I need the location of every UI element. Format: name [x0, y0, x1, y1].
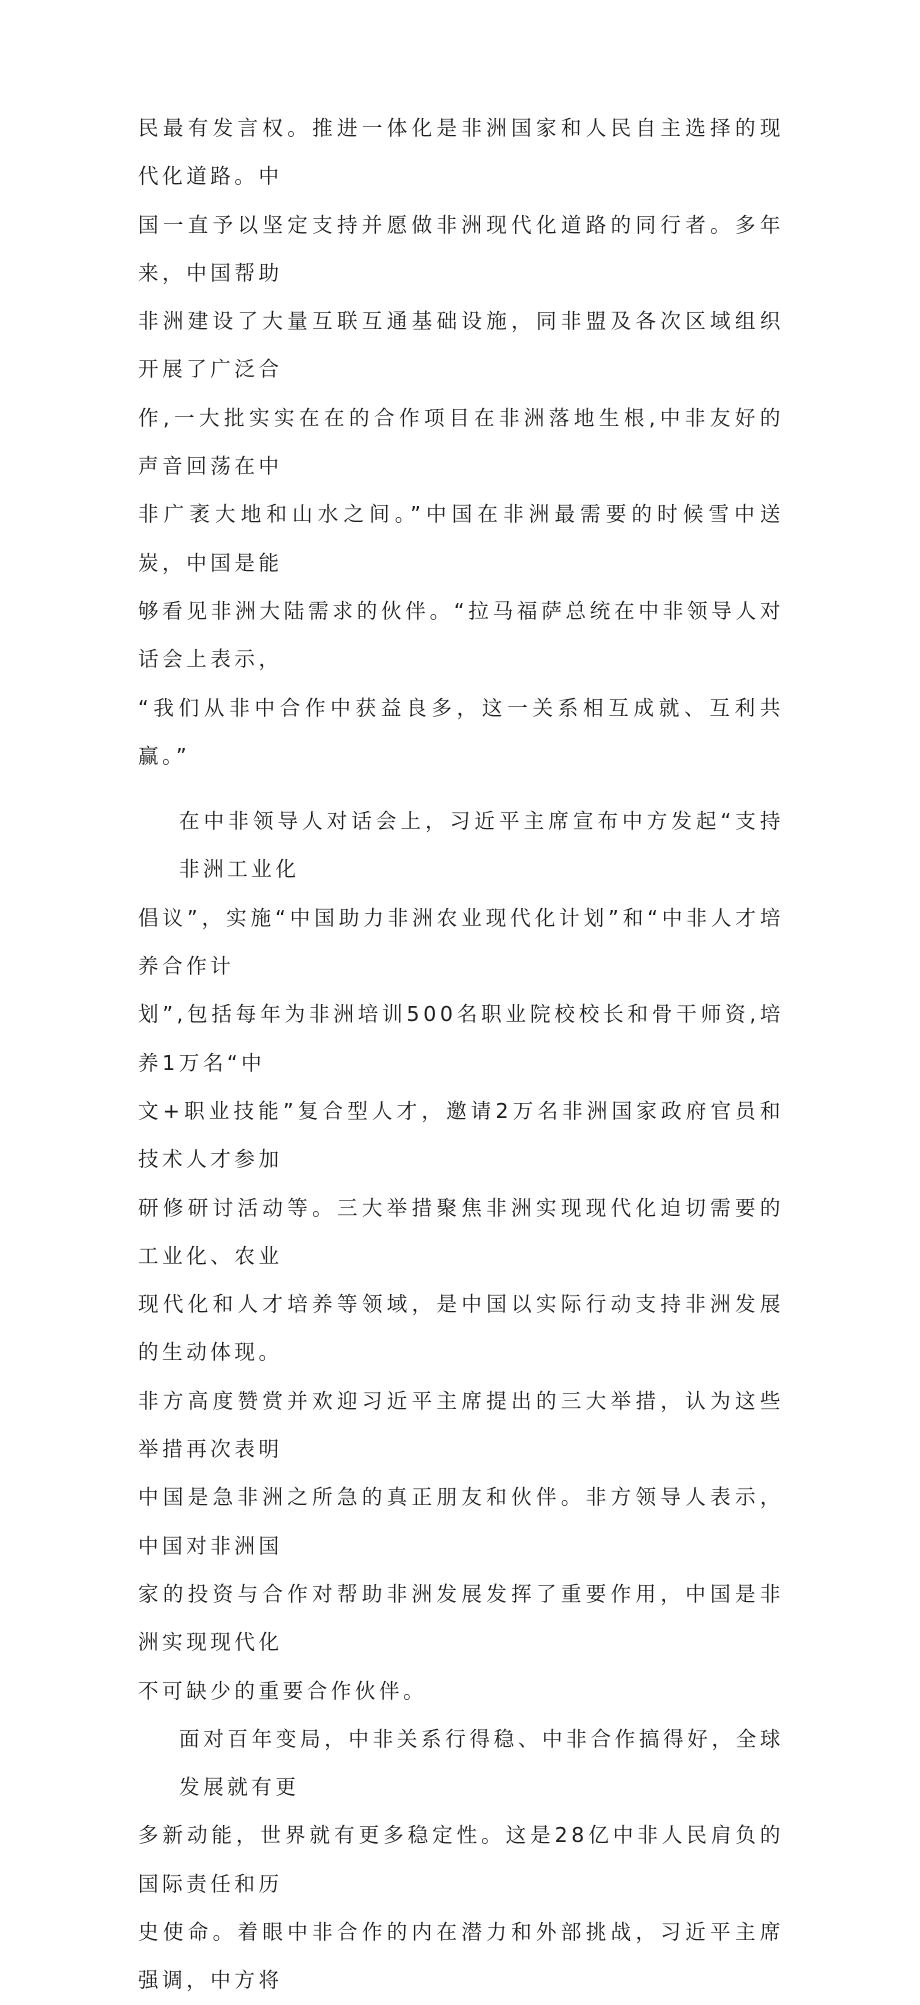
document-page [138, 104, 784, 2005]
text-line: 非洲建设了大量互联互通基础设施，同非盟及各次区域组织开展了广泛合 [138, 309, 784, 382]
text-line: 研修研讨活动等。三大举措聚焦非洲实现现代化迫切需要的工业化、农业 [138, 1195, 784, 1268]
text-line: 倡议”，实施“中国助力非洲农业现代化计划”和“中非人才培养合作计 [138, 905, 784, 979]
text-line: 中国是急非洲之所急的真正朋友和伙伴。非方领导人表示，中国对非洲国 [138, 1485, 784, 1558]
text-line: 非广袤大地和山水之间。”中国在非洲最需要的时候雪中送炭，中国是能 [138, 502, 784, 575]
text-line: 作,一大批实实在在的合作项目在非洲落地生根,中非友好的声音回荡在中 [138, 405, 784, 479]
text-line: “我们从非中合作中获益良多，这一关系相互成就、互利共赢。” [138, 695, 784, 768]
text-line: 现代化和人才培养等领域，是中国以实际行动支持非洲发展的生动体现。 [138, 1292, 784, 1365]
text-line: 多新动能，世界就有更多稳定性。这是28亿中非人民肩负的国际责任和历 [138, 1823, 784, 1896]
text-line: 民最有发言权。推进一体化是非洲国家和人民自主选择的现代化道路。中 [138, 116, 784, 189]
paragraph-2 [138, 797, 784, 1715]
text-line-indented: 面对百年变局，中非关系行得稳、中非合作搞得好，全球发展就有更 [179, 1726, 784, 1800]
text-line: 家的投资与合作对帮助非洲发展发挥了重要作用，中国是非洲实现现代化 [138, 1581, 784, 1655]
text-line: 文+职业技能”复合型人才，邀请2万名非洲国家政府官员和技术人才参加 [138, 1098, 784, 1172]
text-line: 划”,包括每年为非洲培训500名职业院校校长和骨干师资,培养1万名“中 [138, 1002, 784, 1075]
paragraph-3 [138, 1715, 784, 2005]
text-line: 不可缺少的重要合作伙伴。 [138, 1678, 428, 1703]
text-line: 史使命。着眼中非合作的内在潜力和外部挑战，习近平主席强调，中方将 [138, 1919, 784, 1993]
paragraph-1 [138, 104, 784, 780]
text-line: 够看见非洲大陆需求的伙伴。“拉马福萨总统在中非领导人对话会上表示， [138, 598, 784, 672]
text-line: 非方高度赞赏并欢迎习近平主席提出的三大举措，认为这些举措再次表明 [138, 1388, 784, 1462]
text-line-indented: 在中非领导人对话会上，习近平主席宣布中方发起“支持非洲工业化 [179, 809, 784, 882]
text-line: 国一直予以坚定支持并愿做非洲现代化道路的同行者。多年来，中国帮助 [138, 212, 784, 285]
